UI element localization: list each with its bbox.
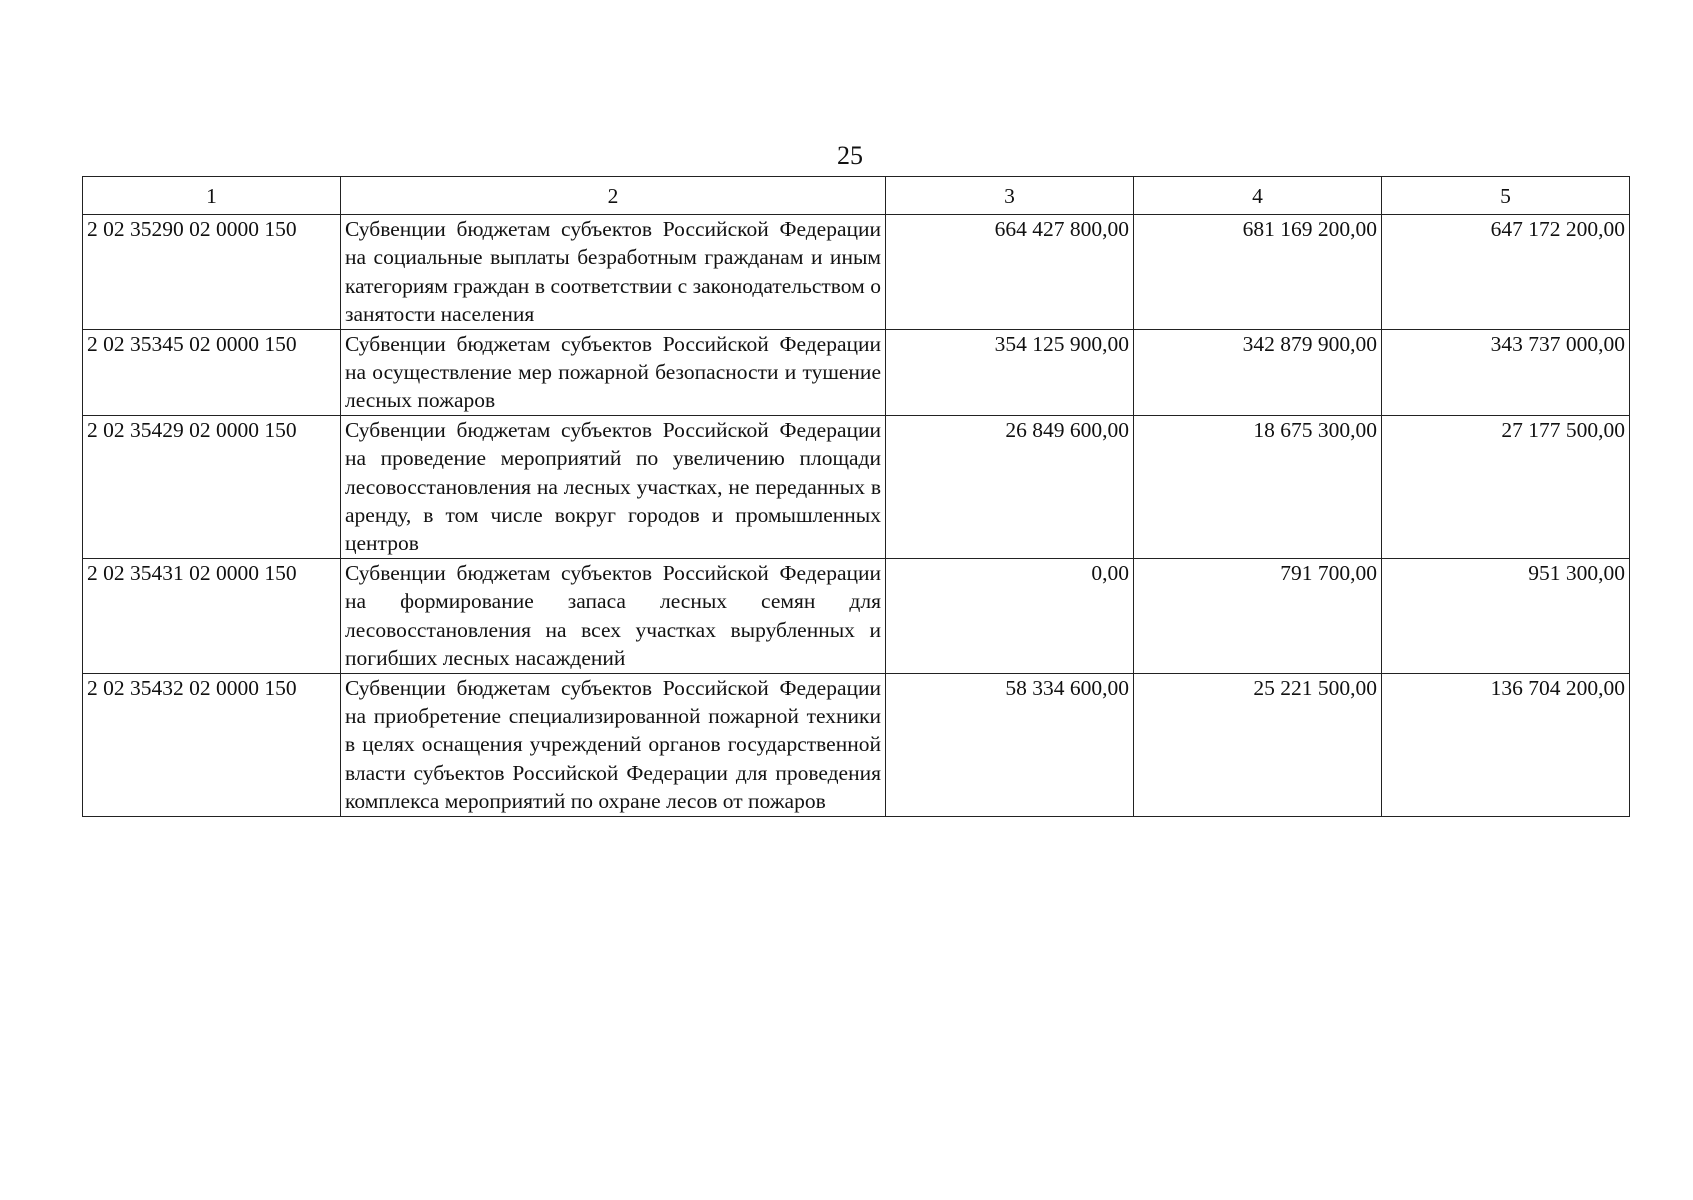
column-header: 5	[1382, 177, 1630, 215]
amount-col-4: 18 675 300,00	[1134, 415, 1382, 558]
table-row	[83, 673, 1630, 816]
column-header: 1	[83, 177, 341, 215]
table-header-row	[83, 177, 1630, 215]
description: Субвенции бюджетам субъектов Российской Федерации на социальные выплаты безработным гражданам и иным категориям граждан в соответствии с законодательством о занятости населения	[341, 215, 886, 330]
amount-col-3: 0,00	[886, 558, 1134, 673]
budget-code: 2 02 35431 02 0000 150	[83, 558, 341, 673]
description: Субвенции бюджетам субъектов Российской Федерации на осуществление мер пожарной безопасности и тушение лесных пожаров	[341, 329, 886, 415]
amount-col-5: 951 300,00	[1382, 558, 1630, 673]
amount-col-3: 664 427 800,00	[886, 215, 1134, 330]
amount-col-5: 647 172 200,00	[1382, 215, 1630, 330]
amount-col-4: 681 169 200,00	[1134, 215, 1382, 330]
amount-col-3: 354 125 900,00	[886, 329, 1134, 415]
description: Субвенции бюджетам субъектов Российской Федерации на приобретение специализированной пожарной техники в целях оснащения учреждений органов государственной власти субъектов Российской Федерации для проведения комплекса мероприятий по охране лесов от пожаров	[341, 673, 886, 816]
amount-col-4: 342 879 900,00	[1134, 329, 1382, 415]
amount-col-5: 136 704 200,00	[1382, 673, 1630, 816]
budget-table	[82, 176, 1630, 817]
amount-col-3: 58 334 600,00	[886, 673, 1134, 816]
table-row	[83, 558, 1630, 673]
column-header: 2	[341, 177, 886, 215]
page-number: 25	[837, 141, 863, 170]
column-header: 4	[1134, 177, 1382, 215]
amount-col-4: 791 700,00	[1134, 558, 1382, 673]
amount-col-3: 26 849 600,00	[886, 415, 1134, 558]
amount-col-5: 343 737 000,00	[1382, 329, 1630, 415]
column-header: 3	[886, 177, 1134, 215]
table-row	[83, 415, 1630, 558]
budget-code: 2 02 35432 02 0000 150	[83, 673, 341, 816]
table-row	[83, 329, 1630, 415]
description: Субвенции бюджетам субъектов Российской Федерации на формирование запаса лесных семян для лесовосстановления на всех участках вырубленных и погибших лесных насаждений	[341, 558, 886, 673]
budget-code: 2 02 35345 02 0000 150	[83, 329, 341, 415]
budget-code: 2 02 35429 02 0000 150	[83, 415, 341, 558]
table-row	[83, 215, 1630, 330]
description: Субвенции бюджетам субъектов Российской Федерации на проведение мероприятий по увеличению площади лесовосстановления на лесных участках, не переданных в аренду, в том числе вокруг городов и промышленных центров	[341, 415, 886, 558]
budget-code: 2 02 35290 02 0000 150	[83, 215, 341, 330]
amount-col-4: 25 221 500,00	[1134, 673, 1382, 816]
amount-col-5: 27 177 500,00	[1382, 415, 1630, 558]
